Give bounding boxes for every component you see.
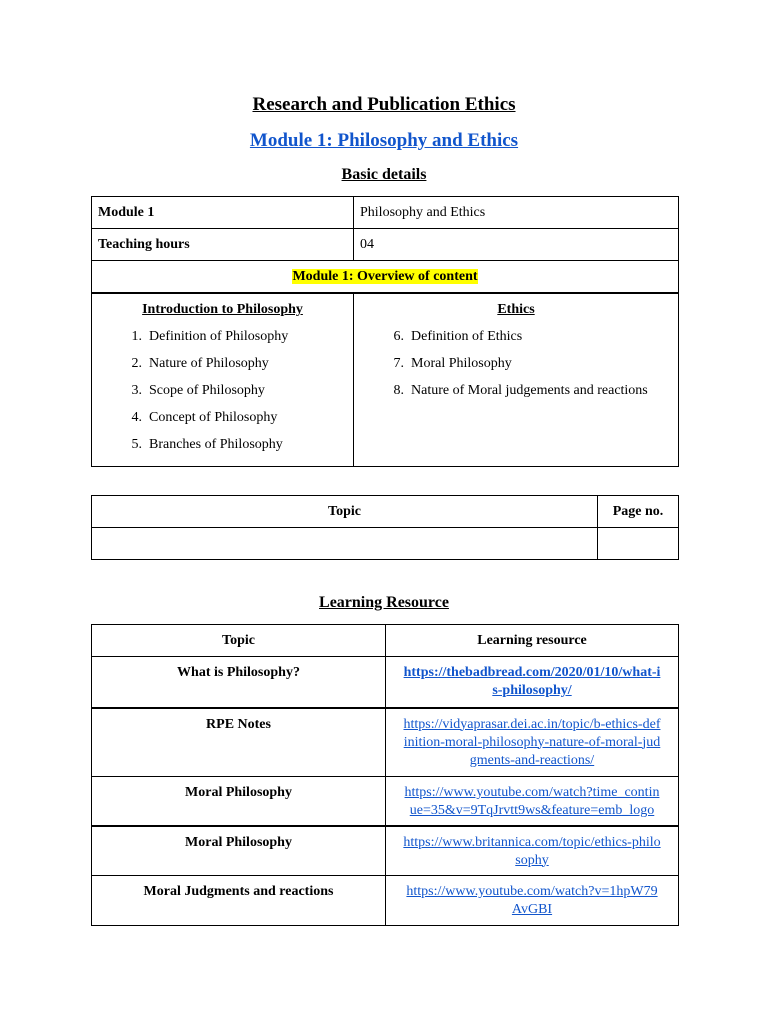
learning-resource-table bbox=[91, 624, 679, 926]
table-row bbox=[92, 625, 679, 657]
lr-topic: RPE Notes bbox=[92, 708, 386, 777]
lr-topic-header: Topic bbox=[92, 625, 386, 657]
lr-resource-header: Learning resource bbox=[386, 625, 679, 657]
topic-header: Topic bbox=[92, 496, 598, 528]
page-no-header: Page no. bbox=[598, 496, 679, 528]
list-item: 3. Scope of Philosophy bbox=[131, 383, 265, 398]
table-row bbox=[92, 876, 679, 926]
basic-details-heading: Basic details bbox=[341, 166, 427, 183]
module-value: Philosophy and Ethics bbox=[354, 197, 679, 229]
overview-cell bbox=[92, 261, 679, 294]
philosophy-column bbox=[92, 293, 354, 467]
lr-topic: Moral Philosophy bbox=[92, 826, 386, 876]
lr-link-cell bbox=[386, 708, 679, 777]
lr-topic: Moral Judgments and reactions bbox=[92, 876, 386, 926]
table-row bbox=[92, 197, 679, 229]
learning-resource-heading: Learning Resource bbox=[319, 594, 449, 611]
list-item: 7. Moral Philosophy bbox=[393, 356, 512, 371]
table-row bbox=[92, 496, 679, 528]
teaching-hours-label: Teaching hours bbox=[92, 229, 354, 261]
lr-link-cell bbox=[386, 777, 679, 826]
topic-cell bbox=[92, 528, 598, 560]
topic-page-table bbox=[91, 495, 679, 560]
module-label: Module 1 bbox=[92, 197, 354, 229]
resource-link[interactable]: https://www.youtube.com/watch?v=1hpW79 AvGBI bbox=[406, 884, 658, 917]
resource-link[interactable]: https://www.britannica.com/topic/ethics-philo sophy bbox=[403, 834, 661, 868]
document-title: Research and Publication Ethics bbox=[252, 94, 516, 115]
teaching-hours-value: 04 bbox=[354, 229, 679, 261]
table-row bbox=[92, 261, 679, 294]
list-item: 5. Branches of Philosophy bbox=[131, 437, 283, 452]
overview-heading: Module 1: Overview of content bbox=[292, 268, 478, 284]
resource-link[interactable]: https://www.youtube.com/watch?time_contin ue=35&v=9TqJrvtt9ws&feature=emb_logo bbox=[404, 785, 660, 818]
module-title-link[interactable]: Module 1: Philosophy and Ethics bbox=[249, 130, 519, 151]
table-row bbox=[92, 657, 679, 708]
resource-link[interactable]: https://thebadbread.com/2020/01/10/what-i s-philosophy/ bbox=[403, 665, 661, 698]
list-item: 6. Definition of Ethics bbox=[393, 329, 523, 344]
list-item: 2. Nature of Philosophy bbox=[131, 356, 269, 371]
list-item: 8. Nature of Moral judgements and reactions bbox=[393, 383, 648, 398]
lr-topic: Moral Philosophy bbox=[92, 777, 386, 826]
table-row bbox=[92, 777, 679, 826]
ethics-heading: Ethics bbox=[497, 302, 535, 317]
list-item: 1. Definition of Philosophy bbox=[131, 329, 289, 344]
ethics-column bbox=[354, 293, 679, 467]
basic-details-table bbox=[91, 196, 679, 467]
table-row bbox=[92, 826, 679, 876]
table-row bbox=[92, 293, 679, 467]
page-no-cell bbox=[598, 528, 679, 560]
table-row bbox=[92, 229, 679, 261]
table-row bbox=[92, 528, 679, 560]
resource-link[interactable]: https://vidyaprasar.dei.ac.in/topic/b-ethics-def inition-moral-philosophy-nature-of-moral-jud gments-and-reactions/ bbox=[403, 716, 661, 768]
philosophy-heading: Introduction to Philosophy bbox=[142, 302, 303, 317]
lr-topic: What is Philosophy? bbox=[92, 657, 386, 708]
table-row bbox=[92, 708, 679, 777]
lr-link-cell bbox=[386, 826, 679, 876]
list-item: 4. Concept of Philosophy bbox=[131, 410, 278, 425]
lr-link-cell bbox=[386, 876, 679, 926]
lr-link-cell bbox=[386, 657, 679, 708]
